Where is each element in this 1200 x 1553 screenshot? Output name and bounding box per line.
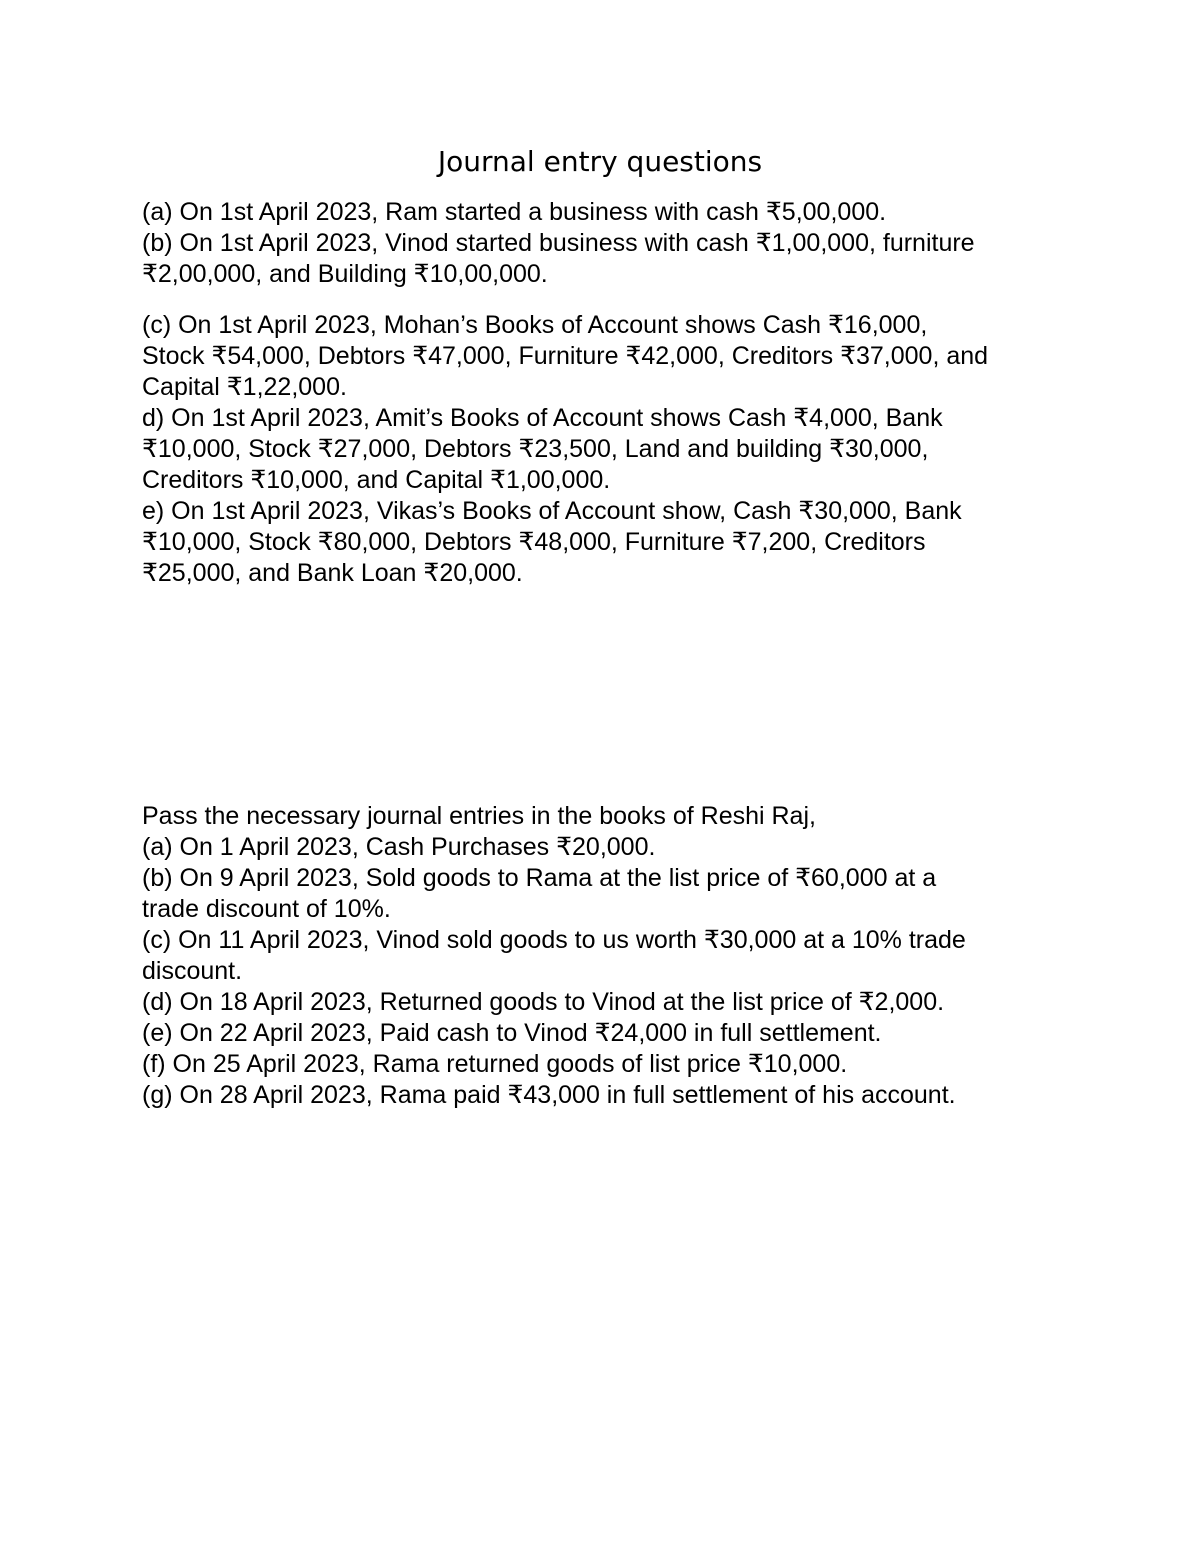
text-line: (f) On 25 April 2023, Rama returned goods of list price ₹10,000. (142, 1050, 848, 1078)
text-line: (d) On 18 April 2023, Returned goods to Vinod at the list price of ₹2,000. (142, 988, 945, 1016)
text-line: e) On 1st April 2023, Vikas’s Books of Account show, Cash ₹30,000, Bank (142, 497, 962, 525)
text-line: (b) On 9 April 2023, Sold goods to Rama at the list price of ₹60,000 at a (142, 864, 937, 892)
text-line: (e) On 22 April 2023, Paid cash to Vinod ₹24,000 in full settlement. (142, 1019, 882, 1047)
text-line: trade discount of 10%. (142, 895, 391, 923)
text-line: ₹10,000, Stock ₹80,000, Debtors ₹48,000, Furniture ₹7,200, Creditors (142, 528, 926, 556)
text-line: discount. (142, 957, 243, 985)
text-line: (a) On 1st April 2023, Ram started a business with cash ₹5,00,000. (142, 198, 887, 226)
question-block-opening-balances (142, 310, 1072, 589)
text-line: Stock ₹54,000, Debtors ₹47,000, Furniture ₹42,000, Creditors ₹37,000, and (142, 342, 989, 370)
text-line: d) On 1st April 2023, Amit’s Books of Account shows Cash ₹4,000, Bank (142, 404, 943, 432)
text-line: (c) On 11 April 2023, Vinod sold goods to us worth ₹30,000 at a 10% trade (142, 926, 966, 954)
text-line: ₹25,000, and Bank Loan ₹20,000. (142, 559, 523, 587)
question-block-capital-introduction (142, 197, 1072, 290)
text-line: Creditors ₹10,000, and Capital ₹1,00,000. (142, 466, 611, 494)
text-line: ₹2,00,000, and Building ₹10,00,000. (142, 260, 548, 288)
question-block-reshi-raj-transactions (142, 801, 1072, 1111)
text-line: Pass the necessary journal entries in the books of Reshi Raj, (142, 802, 816, 830)
text-line: ₹10,000, Stock ₹27,000, Debtors ₹23,500, Land and building ₹30,000, (142, 435, 929, 463)
text-line: (a) On 1 April 2023, Cash Purchases ₹20,000. (142, 833, 656, 861)
text-line: (c) On 1st April 2023, Mohan’s Books of Account shows Cash ₹16,000, (142, 311, 928, 339)
page-title: Journal entry questions (437, 145, 763, 178)
text-line: (b) On 1st April 2023, Vinod started business with cash ₹1,00,000, furniture (142, 229, 975, 257)
text-line: (g) On 28 April 2023, Rama paid ₹43,000 in full settlement of his account. (142, 1081, 956, 1109)
text-line: Capital ₹1,22,000. (142, 373, 347, 401)
